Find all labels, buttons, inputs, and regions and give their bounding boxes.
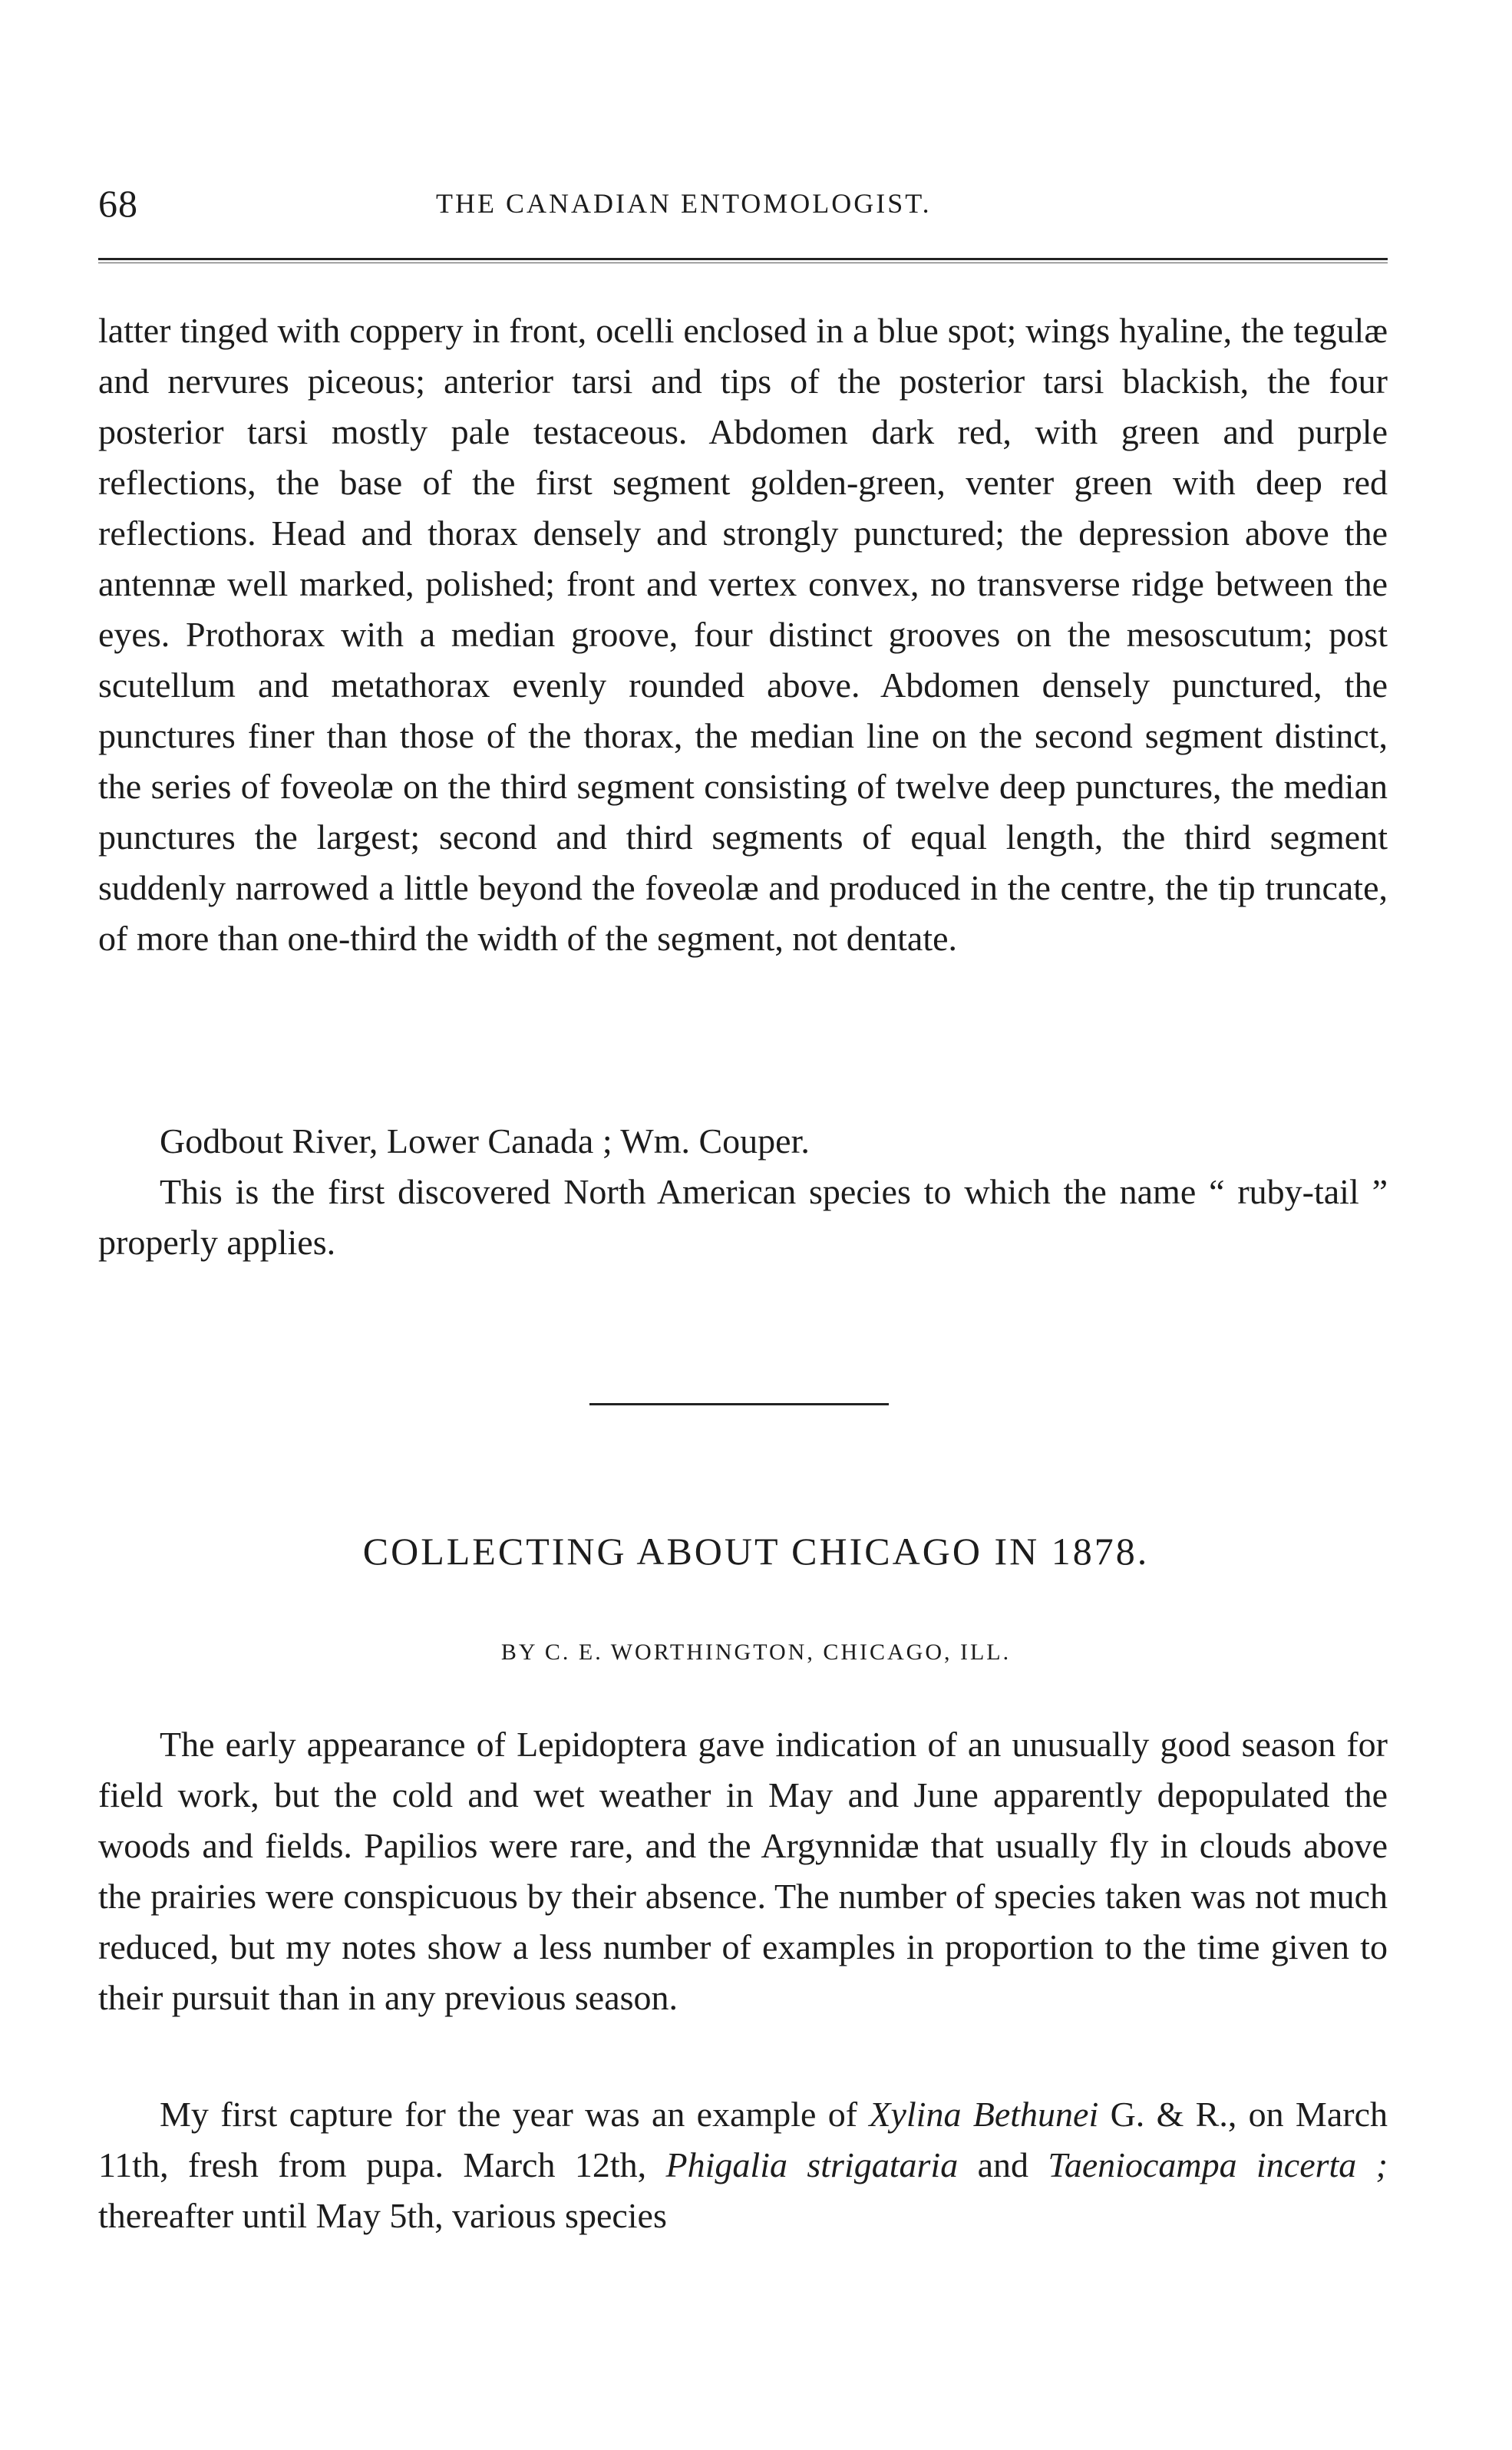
section-divider (589, 1403, 889, 1405)
paragraph-text: My first capture for the year was an example of (160, 2095, 870, 2134)
species-description-paragraph: latter tinged with coppery in front, ocelli enclosed in a blue spot; wings hyaline, the tegulæ and nervures piceous; anterior tarsi and tips of the posterior tarsi blackish, the four posterior tarsi mostly pale testaceous. Abdomen dark red, with green and purple reflections, the base of the first segment golden-green, venter green with deep red reflections. Head and thorax densely and strongly punctured; the depression above the antennæ well marked, polished; front and vertex convex, no transverse ridge between the eyes. Prothorax with a median groove, four distinct grooves on the mesoscutum; post scutellum and metathorax evenly rounded above. Abdomen densely punctured, the punctures finer than those of the thorax, the median line on the second segment distinct, the series of foveolæ on the third segment consisting of twelve deep punctures, the median punctures the largest; second and third segments of equal length, the third segment suddenly narrowed a little beyond the foveolæ and produced in the centre, the tip truncate, of more than one-third the width of the segment, not dentate. (98, 311, 1388, 958)
page-header (98, 181, 1388, 227)
article-title: COLLECTING ABOUT CHICAGO IN 1878. (362, 1530, 1150, 1573)
species-name: Taeniocampa incerta ; (1048, 2145, 1388, 2184)
species-name: Xylina Bethunei (869, 2095, 1099, 2134)
species-name: Phigalia strigataria (665, 2145, 959, 2184)
paragraph-text: G. & R., on March 11th, fresh from pupa. March 12th, (98, 2095, 1388, 2184)
article-byline: BY C. E. WORTHINGTON, CHICAGO, ILL. (500, 1639, 1012, 1665)
paragraph-text: thereafter until May 5th, various species (98, 2196, 667, 2235)
running-head-title: THE CANADIAN ENTOMOLOGIST. (436, 188, 932, 219)
header-rule (98, 258, 1388, 260)
article-paragraph-2 (98, 2089, 1388, 2241)
article-paragraph-1: The early appearance of Lepidoptera gave indication of an unusually good season for field work, but the cold and wet weather in May and June apparently depopulated the woods and fields. Papilios were rare, and the Argynnidæ that usually fly in clouds above the prairies were conspicuous by their absence. The number of species taken was not much reduced, but my notes show a less number of examples in proportion to the time given to their pursuit than in any previous season. (98, 1725, 1388, 2017)
paragraph-text: and (958, 2145, 1048, 2184)
species-note-paragraph: This is the first discovered North American species to which the name “ ruby-tail ” properly applies. (98, 1172, 1388, 1262)
locality-line: Godbout River, Lower Canada ; Wm. Couper. (160, 1121, 810, 1161)
page-number: 68 (98, 182, 138, 225)
